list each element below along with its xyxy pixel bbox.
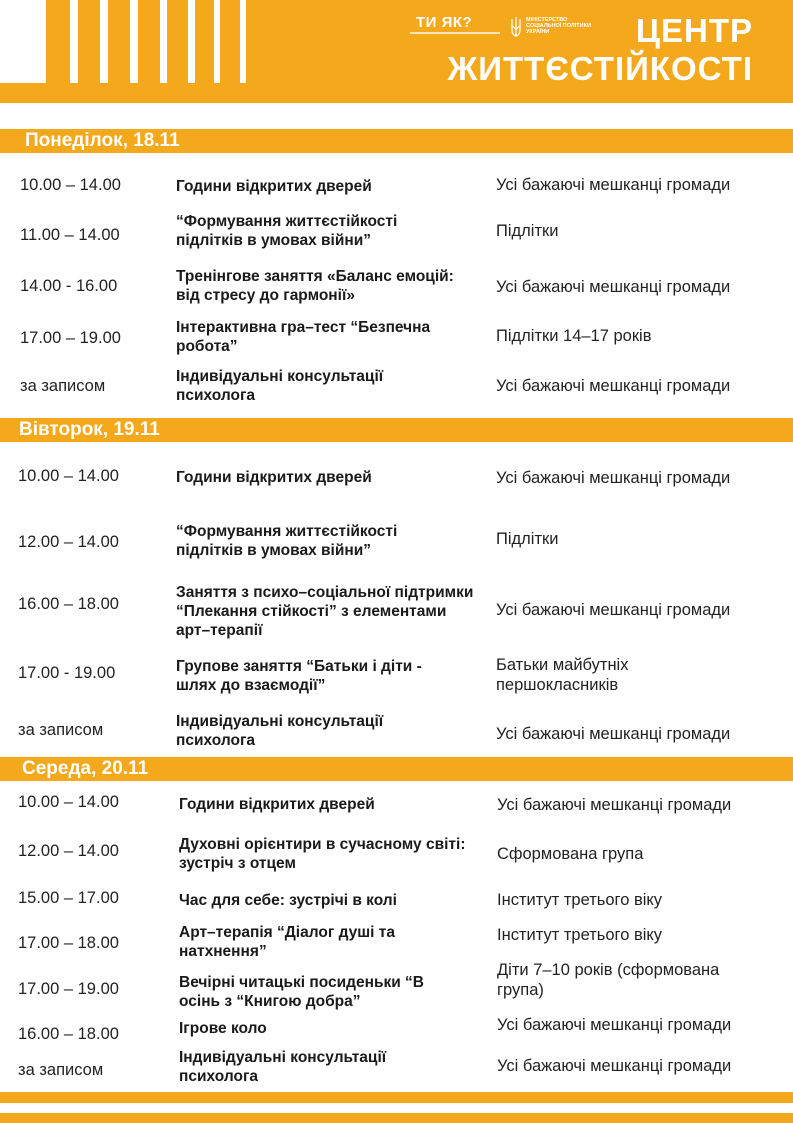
row-event: Групове заняття “Батьки і діти - шлях до взаємодії” xyxy=(176,658,422,694)
row-time: 16.00 – 18.00 xyxy=(18,1025,119,1043)
page-title-line2: ЖИТТЄСТІЙКОСТІ xyxy=(447,50,753,87)
row-event: Заняття з психо–соціальної підтримки “Плекання стійкості” з елементами арт–терапії xyxy=(176,584,474,639)
row-event: Вечірні читацькі посиденьки “В осінь з “Книгою добра” xyxy=(179,974,425,1010)
row-event: Тренінгове заняття «Баланс емоцій: від стресу до гармонії» xyxy=(176,268,454,304)
ministry-name: МІНІСТЕРСТВО СОЦІАЛЬНОЇ ПОЛІТИКИ УКРАЇНИ xyxy=(526,17,591,35)
row-event: Арт–терапія “Діалог душі та натхнення” xyxy=(179,924,395,960)
decorative-stripe xyxy=(70,0,78,83)
day-label: Вівторок, 19.11 xyxy=(19,419,160,440)
day-header-wednesday xyxy=(0,757,793,781)
page-title-line1: ЦЕНТР xyxy=(635,12,753,49)
row-audience: Сформована група xyxy=(497,845,644,863)
trident-icon xyxy=(510,16,522,38)
row-time: 17.00 – 19.00 xyxy=(20,329,121,347)
row-audience: Підлітки xyxy=(496,530,559,548)
decorative-stripe xyxy=(100,0,108,83)
row-event: Духовні орієнтири в сучасному світі: зустріч з отцем xyxy=(179,836,466,872)
row-time: 10.00 – 14.00 xyxy=(18,467,119,485)
row-audience: Усі бажаючі мешканці громади xyxy=(497,1057,732,1075)
row-time: 10.00 – 14.00 xyxy=(20,176,121,194)
decorative-stripe xyxy=(130,0,138,83)
row-time: 11.00 – 14.00 xyxy=(20,226,120,244)
row-audience: Усі бажаючі мешканці громади xyxy=(497,796,732,814)
footer-bar xyxy=(0,1092,793,1103)
row-audience: Усі бажаючі мешканці громади xyxy=(496,176,731,194)
day-header-monday xyxy=(0,129,793,153)
decorative-stripe xyxy=(0,0,46,83)
row-time: 12.00 – 14.00 xyxy=(18,842,119,860)
row-event: Індивідуальні консультації психолога xyxy=(176,713,384,749)
row-audience: Діти 7–10 років (сформована група) xyxy=(497,961,720,999)
row-event: Час для себе: зустрічі в колі xyxy=(179,892,397,909)
row-event: Години відкритих дверей xyxy=(179,796,375,813)
row-audience: Усі бажаючі мешканці громади xyxy=(496,601,731,619)
row-event: Години відкритих дверей xyxy=(176,469,372,486)
row-time: за записом xyxy=(18,1061,104,1079)
tyiak-logo-underline xyxy=(410,32,500,34)
row-time: 14.00 - 16.00 xyxy=(20,277,118,295)
row-time: 17.00 - 19.00 xyxy=(18,664,116,682)
row-time: за записом xyxy=(18,721,104,739)
row-event: Індивідуальні консультації психолога xyxy=(179,1049,387,1085)
row-event: Години відкритих дверей xyxy=(176,178,372,195)
row-time: 10.00 – 14.00 xyxy=(18,793,119,811)
footer-bar xyxy=(0,1113,793,1123)
row-audience: Інститут третього віку xyxy=(497,891,663,909)
header-banner xyxy=(0,0,793,103)
row-time: 17.00 – 19.00 xyxy=(18,980,119,998)
decorative-stripe xyxy=(188,0,195,83)
row-event: Індивідуальні консультації психолога xyxy=(176,368,384,404)
row-time: 15.00 – 17.00 xyxy=(18,889,119,907)
row-event: “Формування життєстійкості підлітків в умовах війни” xyxy=(176,523,398,559)
row-event: Ігрове коло xyxy=(179,1020,267,1037)
day-header-tuesday xyxy=(0,418,793,442)
row-audience: Усі бажаючі мешканці громади xyxy=(496,725,731,743)
row-audience: Інститут третього віку xyxy=(497,926,663,944)
decorative-stripe xyxy=(214,0,220,83)
row-time: за записом xyxy=(20,377,106,395)
row-audience: Усі бажаючі мешканці громади xyxy=(496,278,731,296)
row-event: “Формування життєстійкості підлітків в умовах війни” xyxy=(176,213,398,249)
decorative-stripe xyxy=(160,0,167,83)
day-label: Середа, 20.11 xyxy=(22,758,149,779)
row-audience: Усі бажаючі мешканці громади xyxy=(496,469,731,487)
row-audience: Підлітки 14–17 років xyxy=(496,327,652,345)
tyiak-logo: ТИ ЯК? xyxy=(416,14,473,31)
row-audience: Батьки майбутніх першокласників xyxy=(496,656,629,694)
row-audience: Підлітки xyxy=(496,222,559,240)
row-audience: Усі бажаючі мешканці громади xyxy=(497,1016,732,1034)
decorative-stripe xyxy=(240,0,246,83)
row-time: 17.00 – 18.00 xyxy=(18,934,119,952)
row-time: 12.00 – 14.00 xyxy=(18,533,119,551)
day-label: Понеділок, 18.11 xyxy=(25,130,180,151)
row-time: 16.00 – 18.00 xyxy=(18,595,119,613)
row-audience: Усі бажаючі мешканці громади xyxy=(496,377,731,395)
row-event: Інтерактивна гра–тест “Безпечна робота” xyxy=(176,319,431,355)
ministry-logo xyxy=(510,16,592,40)
